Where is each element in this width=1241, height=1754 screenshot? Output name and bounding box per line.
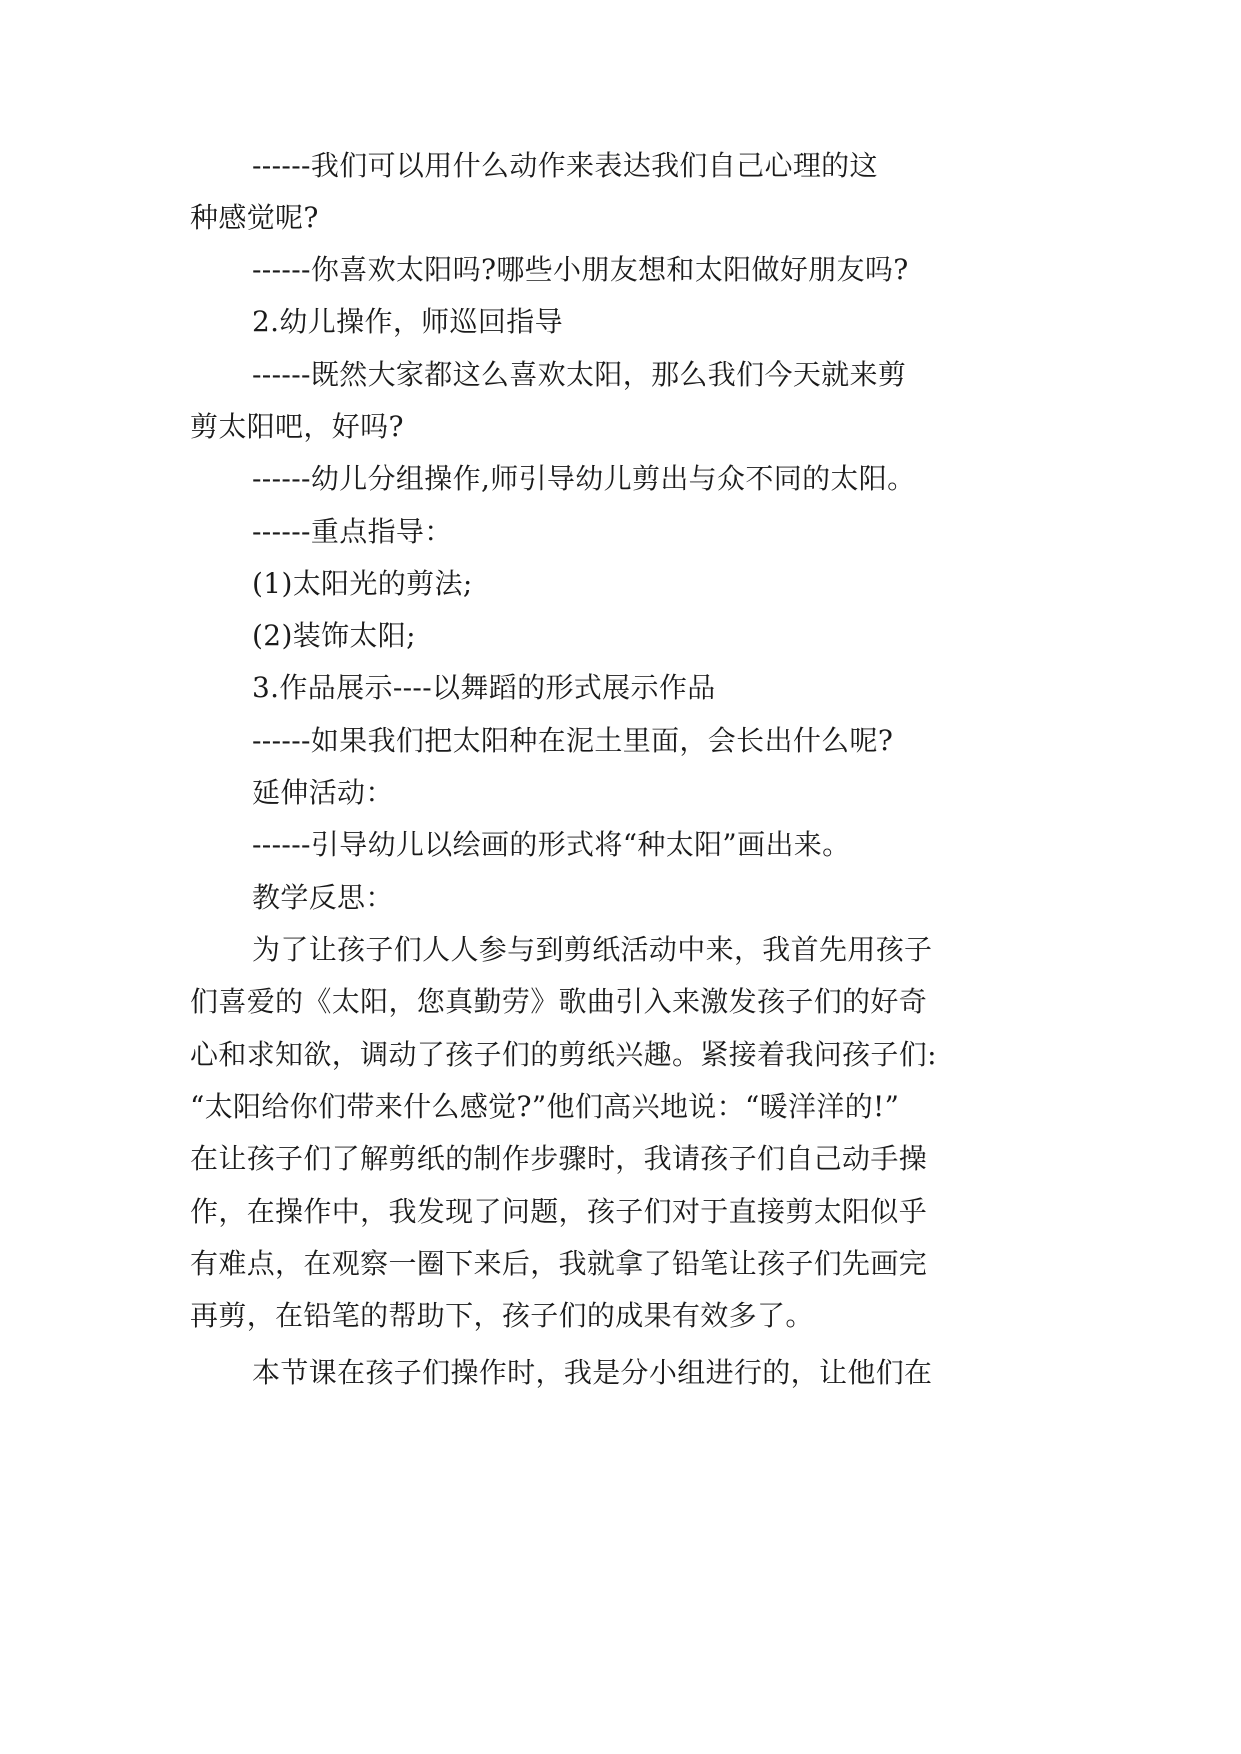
- text-line: ------我们可以用什么动作来表达我们自己心理的这: [252, 149, 878, 182]
- text-line: (2)装饰太阳;: [252, 619, 416, 652]
- text-line: (1)太阳光的剪法;: [252, 567, 473, 600]
- text-line: 有难点，在观察一圈下来后，我就拿了铅笔让孩子们先画完: [190, 1247, 928, 1280]
- text-line: 们喜爱的《太阳，您真勤劳》歌曲引入来激发孩子们的好奇: [190, 985, 928, 1018]
- text-line: 2.幼儿操作，师巡回指导: [252, 305, 563, 338]
- text-line: ------你喜欢太阳吗?哪些小朋友想和太阳做好朋友吗?: [252, 253, 909, 286]
- text-line: 在让孩子们了解剪纸的制作步骤时，我请孩子们自己动手操: [190, 1142, 928, 1175]
- text-line: 延伸活动：: [252, 776, 394, 809]
- text-line: 心和求知欲，调动了孩子们的剪纸兴趣。紧接着我问孩子们:: [190, 1038, 937, 1071]
- text-line: 3.作品展示----以舞蹈的形式展示作品: [252, 671, 716, 704]
- text-line: 作，在操作中，我发现了问题，孩子们对于直接剪太阳似乎: [190, 1195, 928, 1228]
- text-line: 再剪，在铅笔的帮助下，孩子们的成果有效多了。: [190, 1299, 814, 1332]
- text-line: ------引导幼儿以绘画的形式将“种太阳”画出来。: [252, 828, 851, 861]
- text-line: 为了让孩子们人人参与到剪纸活动中来，我首先用孩子: [252, 933, 933, 966]
- text-line: 种感觉呢?: [190, 201, 319, 234]
- text-line: “太阳给你们带来什么感觉?”他们高兴地说：“暖洋洋的!”: [190, 1090, 900, 1123]
- text-line: 教学反思：: [252, 881, 394, 914]
- text-line: ------幼儿分组操作,师引导幼儿剪出与众不同的太阳。: [252, 462, 916, 495]
- text-line: ------重点指导：: [252, 515, 453, 548]
- text-line: ------既然大家都这么喜欢太阳，那么我们今天就来剪: [252, 358, 907, 391]
- text-line: ------如果我们把太阳种在泥土里面，会长出什么呢?: [252, 724, 894, 757]
- text-line: 剪太阳吧，好吗?: [190, 410, 404, 443]
- text-line: 本节课在孩子们操作时，我是分小组进行的，让他们在: [252, 1356, 933, 1389]
